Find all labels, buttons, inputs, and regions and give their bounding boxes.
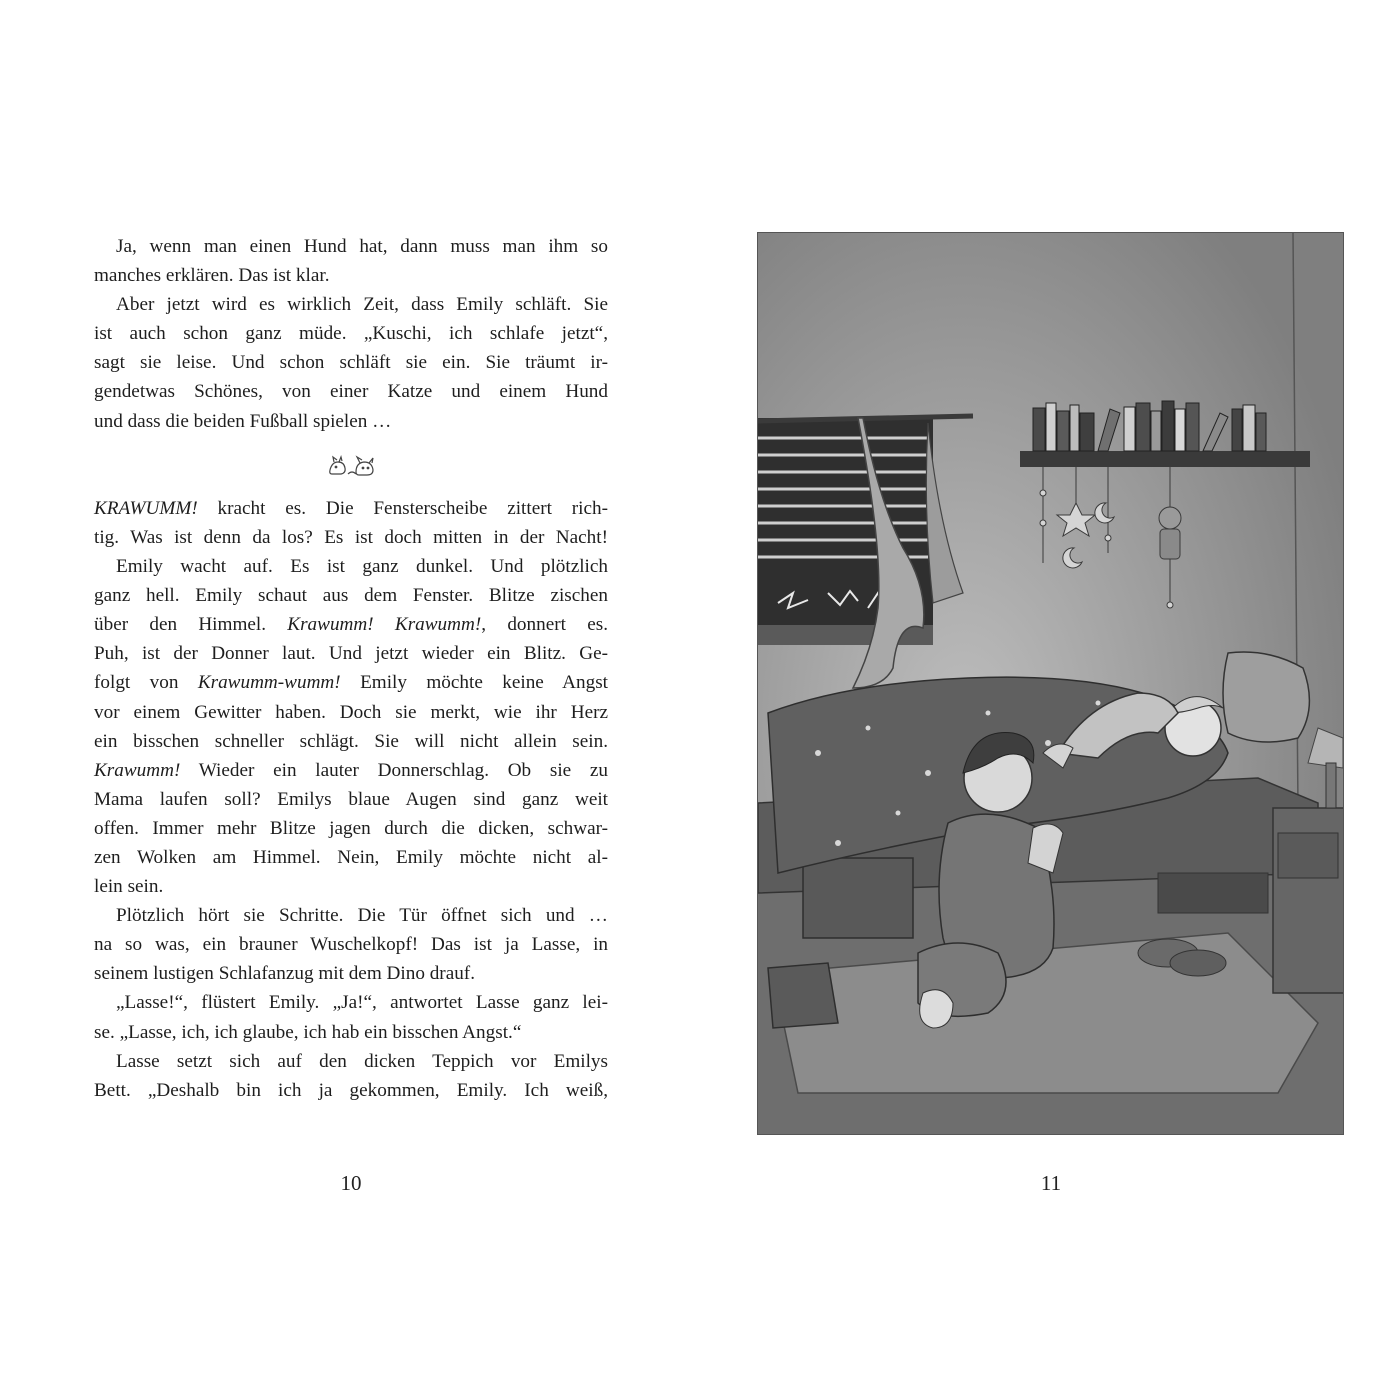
page-number-left: 10 (340, 1171, 362, 1195)
italic-text: KRAWUMM! (94, 497, 198, 519)
text-line (94, 610, 608, 639)
text-run: Wieder ein lauter Donnerschlag. Ob sie zu (180, 759, 608, 781)
text-run: ein bisschen schneller schlägt. Sie will nicht allein sein. (94, 730, 608, 752)
text-run: na so was, ein brauner Wuschelkopf! Das ist ja Lasse, in (94, 934, 608, 956)
bedroom-illustration (757, 232, 1344, 1135)
text-run: Bett. „Deshalb bin ich ja gekommen, Emily. Ich weiß, (94, 1079, 608, 1101)
text-line (94, 581, 608, 610)
page-number-right: 11 (1040, 1171, 1062, 1195)
text-line (94, 639, 608, 668)
text-line (94, 814, 608, 843)
text-line (94, 872, 608, 901)
text-line (94, 959, 608, 988)
dog-and-cat-ornament-icon (322, 444, 382, 484)
text-line (94, 1076, 608, 1105)
text-run: tig. Was ist denn da los? Es ist doch mitten in der Nacht! (94, 526, 608, 548)
text-line: ist auch schon ganz müde. „Kuschi, ich schlafe jetzt“, (94, 323, 608, 345)
text-run: Puh, ist der Donner laut. Und jetzt wieder ein Blitz. Ge- (94, 643, 608, 665)
text-run: kracht es. Die Fensterscheibe zittert rich- (197, 497, 608, 519)
text-run: Lasse setzt sich auf den dicken Teppich vor Emilys (116, 1050, 608, 1072)
text-run: ganz hell. Emily schaut aus dem Fenster. Blitze zischen (94, 585, 608, 607)
text-line (94, 843, 608, 872)
text-line (94, 698, 608, 727)
text-run: folgt von (94, 672, 198, 694)
text-run: über den Himmel. (94, 614, 288, 636)
text-line (94, 930, 608, 959)
text-line (94, 1047, 608, 1076)
text-line (94, 1018, 608, 1047)
text-line (94, 523, 608, 552)
text-line: manches erklären. Das ist klar. (94, 265, 330, 287)
text-line: Aber jetzt wird es wirklich Zeit, dass Emily schläft. Sie (116, 294, 608, 316)
text-line (94, 785, 608, 814)
text-run: offen. Immer mehr Blitze jagen durch die dicken, schwar- (94, 817, 608, 839)
text-run: seinem lustigen Schlafanzug mit dem Dino drauf. (94, 963, 475, 985)
text-run: „Lasse!“, flüstert Emily. „Ja!“, antwortet Lasse ganz lei- (116, 992, 608, 1014)
bedroom-scene-image (758, 233, 1344, 1135)
text-run: Emily wacht auf. Es ist ganz dunkel. Und plötzlich (116, 556, 608, 578)
text-line (94, 668, 608, 697)
text-line: und dass die beiden Fußball spielen … (94, 410, 392, 432)
text-line (94, 494, 608, 523)
text-line: gendetwas Schönes, von einer Katze und einem Hund (94, 381, 608, 403)
italic-text: Krawumm! (94, 759, 181, 781)
italic-text: Krawumm! Krawumm! (287, 614, 482, 636)
text-line (94, 756, 608, 785)
text-line (94, 727, 608, 756)
text-run: Plötzlich hört sie Schritte. Die Tür öffnet sich und … (116, 905, 608, 927)
paragraph-block-2 (94, 494, 608, 1105)
text-line (94, 988, 608, 1017)
section-separator (94, 436, 608, 494)
text-line: sagt sie leise. Und schon schläft sie ein. Sie träumt ir- (94, 352, 608, 374)
text-line (94, 901, 608, 930)
text-run: se. „Lasse, ich, ich glaube, ich hab ein bisschen Angst.“ (94, 1021, 522, 1043)
paragraph-block-1 (94, 232, 608, 436)
text-run: Mama laufen soll? Emilys blaue Augen sind ganz weit (94, 788, 608, 810)
left-page-text (94, 232, 608, 1105)
text-run: , donnert es. (481, 614, 608, 636)
text-line: Ja, wenn man einen Hund hat, dann muss man ihm so (116, 236, 608, 257)
text-run: Emily möchte keine Angst (340, 672, 608, 694)
italic-text: Krawumm-wumm! (197, 672, 341, 694)
text-run: lein sein. (94, 876, 164, 898)
text-run: vor einem Gewitter haben. Doch sie merkt, wie ihr Herz (94, 701, 608, 723)
text-run: zen Wolken am Himmel. Nein, Emily möchte nicht al- (94, 846, 608, 868)
text-line (94, 552, 608, 581)
